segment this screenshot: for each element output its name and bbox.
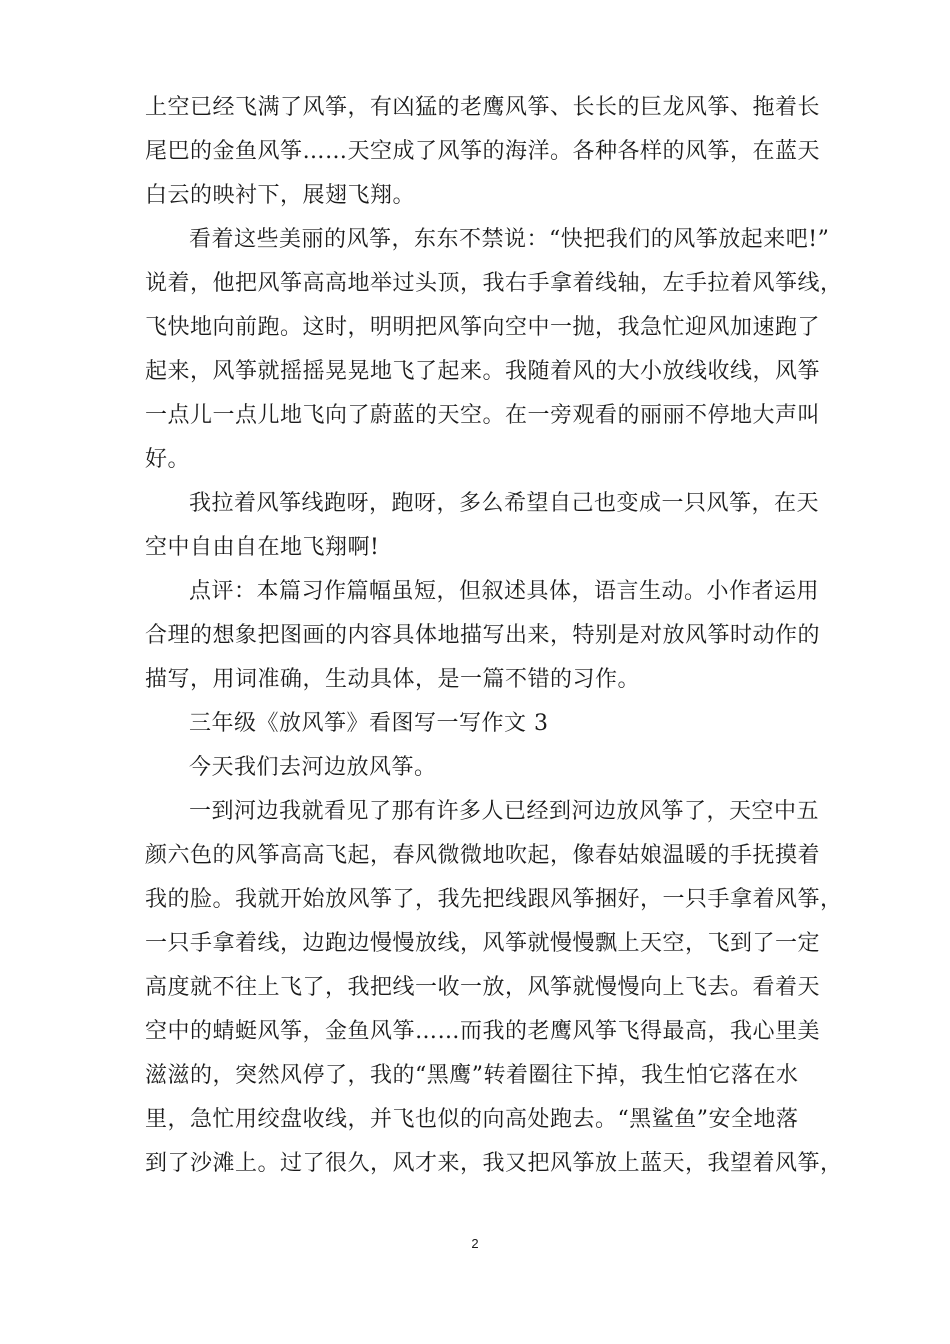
essay-heading: 三年级《放风筝》看图写一写作文 3 [189, 711, 549, 736]
text-line: 白云的映衬下，展翅飞翔。 [145, 183, 416, 208]
text-line: 起来，风筝就摇摇晃晃地飞了起来。我随着风的大小放线收线，风筝 [145, 359, 821, 384]
paragraph-first-line: 今天我们去河边放风筝。 [189, 755, 437, 780]
text-line: 说着，他把风筝高高地举过头顶，我右手拿着线轴，左手拉着风筝线， [145, 271, 843, 296]
text-line: 好。 [145, 447, 191, 472]
text-line: 尾巴的金鱼风筝……天空成了风筝的海洋。各种各样的风筝，在蓝天 [145, 139, 821, 164]
paragraph-first-line: 一到河边我就看见了那有许多人已经到河边放风筝了，天空中五 [189, 799, 820, 824]
text-line: 空中自由自在地飞翔啊! [145, 535, 380, 560]
page-number: 2 [471, 1236, 479, 1251]
text-line: 一只手拿着线，边跑边慢慢放线，风筝就慢慢飘上天空，飞到了一定 [145, 931, 821, 956]
paragraph-first-line: 我拉着风筝线跑呀，跑呀，多么希望自己也变成一只风筝，在天 [189, 491, 820, 516]
text-line: 上空已经飞满了风筝，有凶猛的老鹰风筝、长长的巨龙风筝、拖着长 [145, 95, 821, 120]
text-line: 描写，用词准确，生动具体，是一篇不错的习作。 [145, 667, 641, 692]
text-line: 里，急忙用绞盘收线，并飞也似的向高处跑去。“黑鲨鱼”安全地落 [145, 1107, 799, 1132]
text-line: 一点儿一点儿地飞向了蔚蓝的天空。在一旁观看的丽丽不停地大声叫 [145, 403, 821, 428]
text-line: 滋滋的，突然风停了，我的“黑鹰”转着圈往下掉，我生怕它落在水 [145, 1063, 799, 1088]
text-line: 颜六色的风筝高高飞起，春风微微地吹起，像春姑娘温暖的手抚摸着 [145, 843, 821, 868]
text-line: 空中的蜻蜓风筝，金鱼风筝……而我的老鹰风筝飞得最高，我心里美 [145, 1019, 821, 1044]
text-line: 到了沙滩上。过了很久，风才来，我又把风筝放上蓝天，我望着风筝， [145, 1151, 843, 1176]
text-line: 高度就不往上飞了，我把线一收一放，风筝就慢慢向上飞去。看着天 [145, 975, 821, 1000]
comment-first-line: 点评：本篇习作篇幅虽短，但叙述具体，语言生动。小作者运用 [189, 579, 820, 604]
text-line: 飞快地向前跑。这时，明明把风筝向空中一抛，我急忙迎风加速跑了 [145, 315, 821, 340]
text-line: 合理的想象把图画的内容具体地描写出来，特别是对放风筝时动作的 [145, 623, 821, 648]
paragraph-first-line: 看着这些美丽的风筝，东东不禁说：“快把我们的风筝放起来吧!” [189, 227, 830, 252]
text-line: 我的脸。我就开始放风筝了，我先把线跟风筝捆好，一只手拿着风筝， [145, 887, 843, 912]
